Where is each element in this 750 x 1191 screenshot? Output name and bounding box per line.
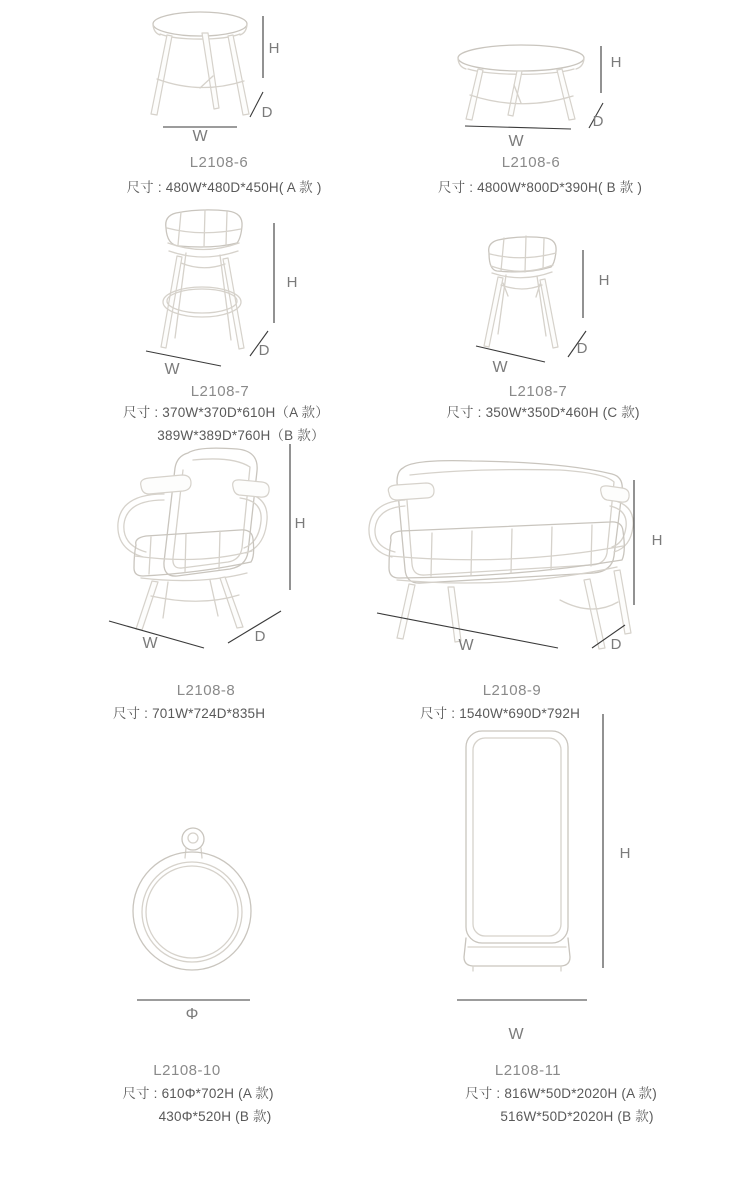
spec-line: 尺寸 : 350W*350D*460H (C 款) — [446, 405, 640, 420]
d-dim-label: D — [576, 340, 588, 357]
d-dim-label: D — [592, 113, 604, 130]
h-dim-label: H — [286, 274, 298, 291]
w-dim-label: W — [164, 361, 180, 378]
spec-line: 尺寸 : 480W*480D*450H( A 款 ) — [126, 180, 322, 195]
w-dim-label: W — [508, 1026, 524, 1043]
spec-line: 尺寸 : 701W*724D*835H — [112, 706, 266, 721]
model-code: L2108-8 — [176, 682, 236, 699]
h-dim-label: H — [619, 845, 631, 862]
d-dim-label: D — [261, 104, 273, 121]
model-code: L2108-6 — [189, 154, 249, 171]
loveseat-sofa-sketch — [369, 461, 633, 649]
w-dim-label: W — [508, 133, 524, 150]
d-dim-label: D — [254, 628, 266, 645]
model-code: L2108-7 — [190, 383, 250, 400]
standing-mirror-sketch — [464, 731, 570, 971]
armchair-sketch — [118, 448, 269, 630]
model-code: L2108-6 — [501, 154, 561, 171]
spec-line: 尺寸 : 1540W*690D*792H — [419, 706, 581, 721]
round-mirror-sketch — [133, 828, 251, 970]
w-dim-label: W — [142, 635, 158, 652]
model-code: L2108-7 — [508, 383, 568, 400]
coffee-table-sketch — [458, 45, 584, 120]
d-dim-label: D — [258, 342, 270, 359]
model-code: L2108-9 — [482, 682, 542, 699]
standing-mirror-dim-lines — [457, 714, 603, 1000]
h-dim-label: H — [268, 40, 280, 57]
spec-line: 516W*50D*2020H (B 款) — [500, 1109, 654, 1124]
spec-line: 尺寸 : 610Φ*702H (A 款) — [122, 1086, 274, 1101]
h-dim-label: H — [651, 532, 663, 549]
w-dim-label: W — [492, 359, 508, 376]
w-dim-label: W — [192, 128, 208, 145]
spec-line: 430Φ*520H (B 款) — [158, 1109, 272, 1124]
bar-stool-sketch — [161, 210, 244, 349]
model-code: L2108-10 — [153, 1062, 221, 1079]
d-dim-label: D — [610, 636, 622, 653]
h-dim-label: H — [610, 54, 622, 71]
stool-sketch — [484, 236, 558, 348]
h-dim-label: H — [294, 515, 306, 532]
spec-line: 尺寸 : 370W*370D*610H（A 款） — [123, 405, 329, 420]
model-code: L2108-11 — [494, 1062, 562, 1079]
coffee-table-dim-lines — [465, 46, 603, 129]
spec-line: 尺寸 : 4800W*800D*390H( B 款 ) — [437, 180, 643, 195]
spec-line: 尺寸 : 816W*50D*2020H (A 款) — [465, 1086, 657, 1101]
w-dim-label: W — [458, 637, 474, 654]
h-dim-label: H — [598, 272, 610, 289]
spec-line: 389W*389D*760H（B 款） — [157, 428, 325, 443]
side-table-sketch — [151, 12, 249, 115]
diameter-dim-label: Φ — [185, 1006, 199, 1023]
